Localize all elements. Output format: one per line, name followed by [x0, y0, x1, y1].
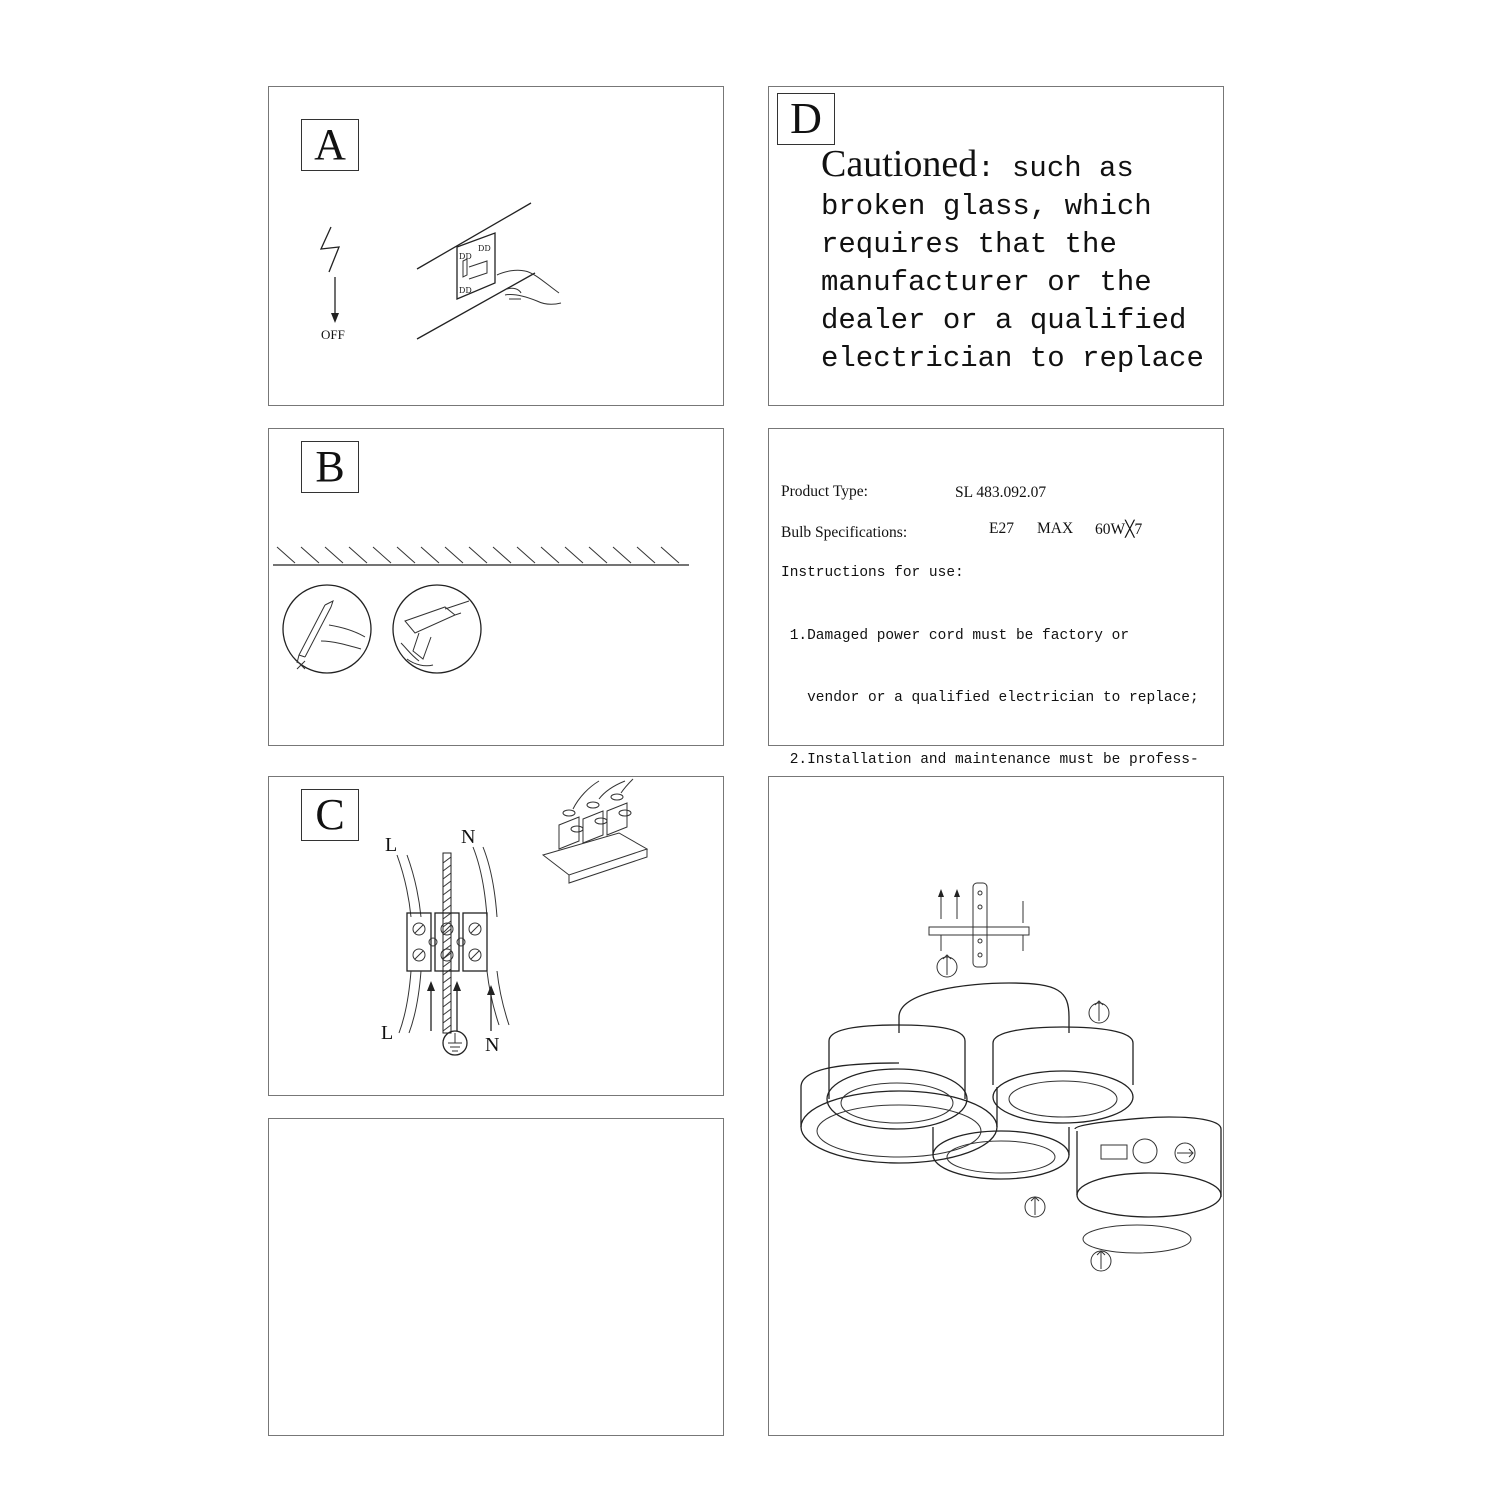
caution-text	[821, 145, 1221, 378]
panel-b-tag: B	[301, 441, 359, 493]
panel-a-tag: A	[301, 119, 359, 171]
bulb-spec-label: Bulb Specifications:	[781, 524, 908, 541]
panel-c-wiring	[268, 776, 724, 1096]
svg-text:DD: DD	[459, 286, 472, 295]
caution-heading: Cautioned	[821, 143, 978, 185]
panel-specifications	[768, 428, 1224, 768]
svg-text:DD: DD	[478, 244, 491, 253]
wiring-diagram	[269, 777, 725, 1097]
svg-text:DD: DD	[459, 252, 472, 261]
panel-c-tag: C	[301, 789, 359, 841]
wire-label-n-bottom: N	[485, 1034, 500, 1056]
terminal-block-3d-icon	[543, 779, 647, 883]
instructions-title: Instructions for use:	[781, 565, 964, 581]
wire-label-l-bottom: L	[381, 1022, 394, 1044]
instruction-line: 1.Damaged power cord must be factory or	[781, 628, 1130, 645]
power-off-diagram	[269, 87, 725, 407]
pencil-mark-icon	[283, 585, 371, 673]
panel-assembly	[768, 776, 1224, 1436]
panel-b-drilling	[268, 428, 724, 746]
mounting-bracket-icon	[929, 883, 1029, 977]
panel-d-tag: D	[777, 93, 835, 145]
bulb-max: MAX	[1037, 520, 1074, 537]
caution-body: : such as broken glass, which requires that the manufacturer or the dealer or a qualified electrician to replace	[821, 152, 1204, 375]
bulb-wattage: 60W╳7	[1095, 521, 1143, 538]
bulb-base: E27	[989, 520, 1014, 537]
assembly-diagram	[769, 777, 1225, 1437]
wire-label-l-top: L	[385, 834, 398, 856]
rotate-icon	[1025, 1001, 1195, 1271]
ceiling-hatch	[277, 547, 679, 563]
ceiling-drill-diagram	[269, 429, 725, 747]
panel-d-caution	[768, 86, 1224, 406]
instruction-line: 2.Installation and maintenance must be profess-	[781, 751, 1199, 768]
off-label: OFF	[321, 327, 345, 342]
exploded-shade-icon	[1075, 1117, 1221, 1253]
hand-icon	[497, 270, 561, 304]
product-type-label: Product Type:	[781, 483, 868, 500]
lightning-icon	[321, 227, 339, 272]
drill-icon	[393, 585, 481, 673]
instruction-line: vendor or a qualified electrician to replace;	[781, 689, 1199, 706]
panel-a-power-off	[268, 86, 724, 406]
wire-label-n-top: N	[461, 826, 476, 848]
product-type-value: SL 483.092.07	[955, 484, 1047, 501]
panel-blank	[268, 1118, 724, 1436]
